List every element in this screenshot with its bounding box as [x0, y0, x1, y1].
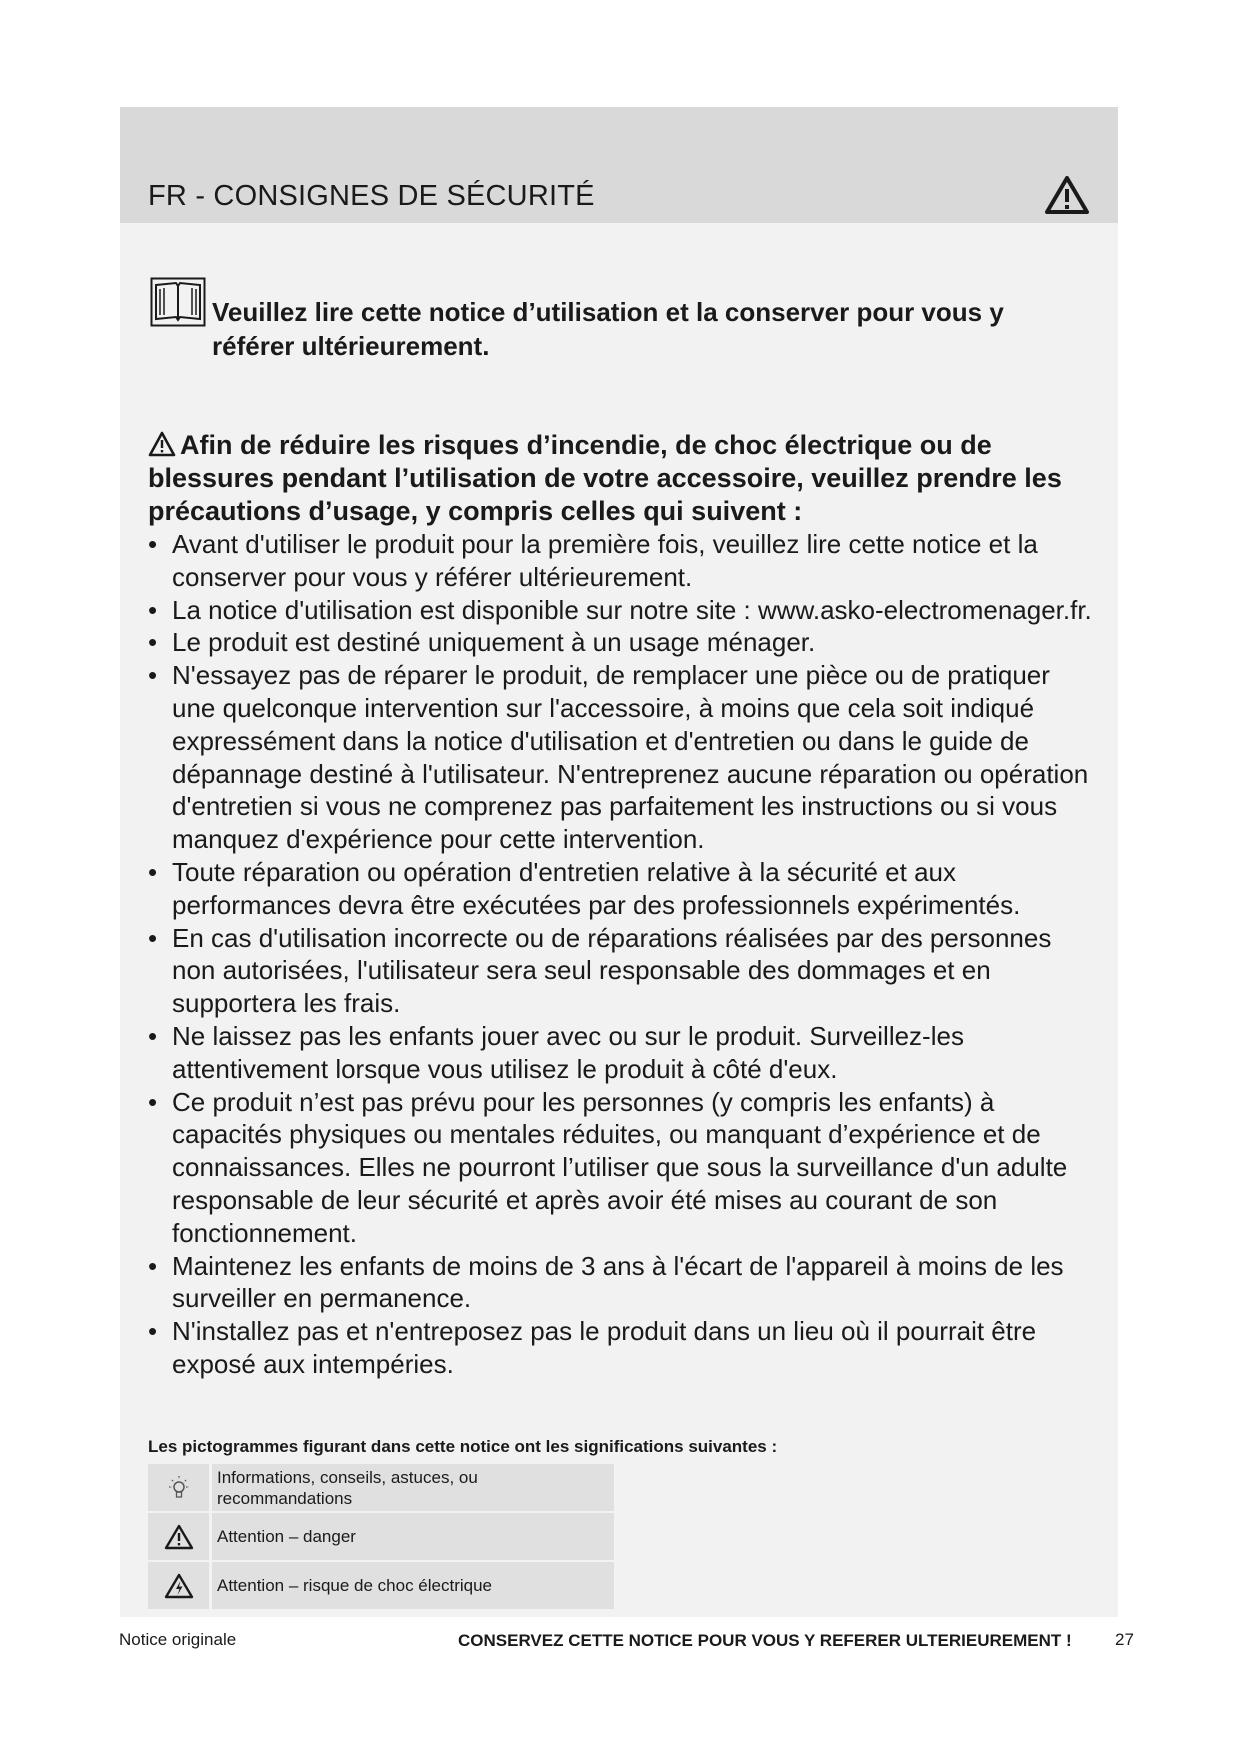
page-title: FR - CONSIGNES DE SÉCURITÉ — [148, 180, 595, 212]
list-item: • Ne laissez pas les enfants jouer avec ou sur le produit. Surveillez-les attentivement lorsque vous utilisez le produit à côté d'eux. — [148, 1020, 1098, 1086]
warning-triangle-icon — [1044, 175, 1090, 215]
list-item: • Avant d'utiliser le produit pour la première fois, veuillez lire cette notice et la conserver pour vous y référer ultérieurement. — [148, 528, 1098, 594]
list-item: • Toute réparation ou opération d'entretien relative à la sécurité et aux performances devra être exécutées par des professionnels expérimentés. — [148, 856, 1098, 922]
list-item: • N'essayez pas de réparer le produit, de remplacer une pièce ou de pratiquer une quelconque intervention sur l'accessoire, à moins que cela soit indiqué expressément dans la notice d'utilisation et d'entretien ou dans le guide de dépannage destiné à l'utilisateur. N'entreprenez aucune réparation ou opération d'entretien si vous ne comprenez pas parfaitement les instructions ou si vous manquez d'expérience pour cette intervention. — [148, 659, 1098, 856]
section-header — [120, 107, 1118, 223]
pictogram-legend — [148, 1464, 614, 1611]
pictogram-caption: Les pictogrammes figurant dans cette notice ont les significations suivantes : — [148, 1437, 778, 1456]
pictogram-label: Informations, conseils, astuces, ou recommandations — [212, 1464, 614, 1511]
pictogram-row — [148, 1464, 614, 1511]
list-item: • La notice d'utilisation est disponible sur notre site : www.asko-electromenager.fr. — [148, 594, 1098, 627]
read-instructions-note: Veuillez lire cette notice d’utilisation et la conserver pour vous y référer ultérieurement. — [212, 297, 1004, 361]
page-number: 27 — [1115, 1630, 1134, 1649]
pictogram-row — [148, 1562, 614, 1609]
safety-rules-list — [148, 528, 1098, 1381]
pictogram-row — [148, 1513, 614, 1560]
safety-warnings — [148, 429, 1098, 1381]
list-item: • Le produit est destiné uniquement à un usage ménager. — [148, 626, 1098, 659]
lightbulb-icon — [164, 1473, 194, 1503]
list-item: • En cas d'utilisation incorrecte ou de réparations réalisées par des personnes non autorisées, l'utilisateur sera seul responsable des dommages et en supportera les frais. — [148, 922, 1098, 1020]
book-icon — [150, 277, 206, 327]
list-item: • N'installez pas et n'entreposez pas le produit dans un lieu où il pourrait être exposé aux intempéries. — [148, 1315, 1098, 1381]
list-item: • Maintenez les enfants de moins de 3 ans à l'écart de l'appareil à moins de les surveiller en permanence. — [148, 1250, 1098, 1316]
electric-shock-warning-icon — [164, 1573, 194, 1599]
list-item: • Ce produit n’est pas prévu pour les personnes (y compris les enfants) à capacités physiques ou mentales réduites, ou manquant d’expérience et de connaissances. Elles ne pourront l’utiliser que sous la surveillance d'un adulte responsable de leur sécurité et après avoir été mises au courant de son fonctionnement. — [148, 1086, 1098, 1250]
warning-triangle-icon — [148, 431, 176, 457]
warning-triangle-icon — [164, 1524, 194, 1550]
pictogram-label: Attention – risque de choc électrique — [212, 1562, 614, 1609]
pictogram-label: Attention – danger — [212, 1513, 614, 1560]
warning-heading — [148, 429, 1098, 528]
safety-panel — [120, 107, 1118, 1617]
footer-keep-notice: CONSERVEZ CETTE NOTICE POUR VOUS Y REFERER ULTERIEUREMENT ! — [458, 1631, 1072, 1650]
footer-original-notice: Notice originale — [119, 1630, 237, 1649]
warning-heading-text: Afin de réduire les risques d’incendie, de choc électrique ou de blessures pendant l’utilisation de votre accessoire, veuillez prendre les précautions d’usage, y compris celles qui suivent : — [148, 430, 1062, 526]
